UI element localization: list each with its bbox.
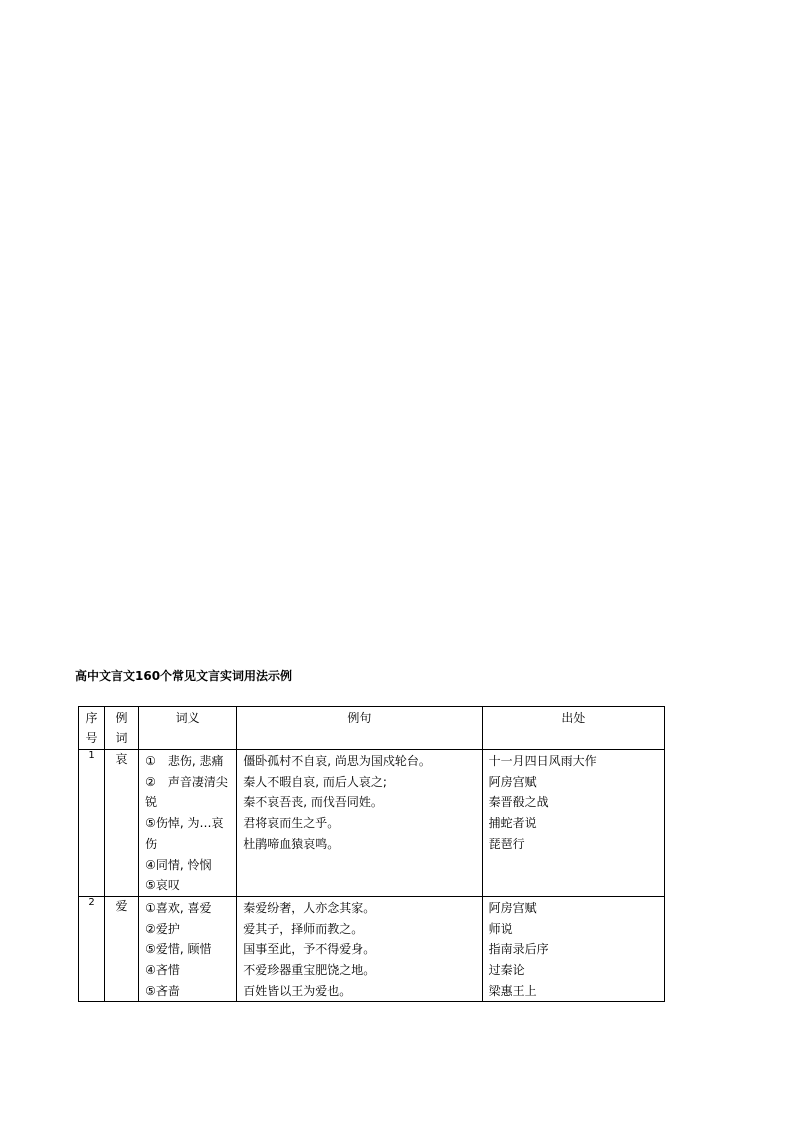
- row-number: 2: [79, 896, 105, 1002]
- example-item: 不爱珍器重宝肥饶之地。: [243, 963, 376, 978]
- row-number: 1: [79, 750, 105, 897]
- source-item: 指南录后序: [488, 942, 549, 957]
- example-item: 秦人不暇自哀, 而后人哀之;: [243, 774, 387, 789]
- source-item: 阿房宫赋: [488, 774, 537, 789]
- table-header-row: [79, 707, 665, 750]
- source-item: 师说: [488, 921, 513, 936]
- header-meaning: 词义: [139, 707, 237, 750]
- header-word: 例 词: [105, 707, 139, 750]
- source-item: 捕蛇者说: [488, 816, 537, 831]
- source-item: 过秦论: [488, 963, 525, 978]
- example-item: 秦爱纷奢，人亦念其家。: [243, 900, 376, 915]
- vocab-table: [78, 706, 665, 1002]
- source-item: 梁惠王上: [488, 983, 537, 998]
- example-item: 僵卧孤村不自哀, 尚思为国戍轮台。: [243, 754, 431, 768]
- table-row: [79, 896, 665, 1002]
- example-item: 君将哀而生之乎。: [243, 816, 340, 831]
- document-title: 高中文言文160个常见文言实词用法示例: [75, 669, 293, 683]
- meaning-item: ② 声音凄清尖锐: [145, 774, 228, 810]
- example-item: 国事至此，予不得爱身。: [243, 942, 376, 957]
- row-examples: [237, 750, 482, 897]
- meaning-item: ⑤哀叹: [145, 878, 180, 893]
- row-sources: [482, 750, 664, 897]
- meaning-item: ① 悲伤, 悲痛: [145, 754, 224, 768]
- example-item: 百姓皆以王为爱也。: [243, 983, 352, 998]
- example-item: 爱其子，择师而教之。: [243, 921, 364, 936]
- header-source: 出处: [482, 707, 664, 750]
- row-meanings: [139, 896, 237, 1002]
- example-item: 秦不哀吾丧, 而伐吾同姓。: [243, 795, 383, 810]
- meaning-item: ⑤爱惜, 顾惜: [145, 942, 212, 957]
- row-meanings: [139, 750, 237, 897]
- meaning-item: ⑤伤悼, 为…哀伤: [145, 816, 224, 851]
- header-number: 序 号: [79, 707, 105, 750]
- source-item: 阿房宫赋: [488, 900, 537, 915]
- row-word: 哀: [105, 750, 139, 897]
- source-item: 秦晋殽之战: [488, 795, 549, 810]
- header-example: 例句: [237, 707, 482, 750]
- meaning-item: ①喜欢, 喜爱: [145, 900, 212, 915]
- meaning-item: ②爱护: [145, 921, 180, 936]
- meaning-item: ④同情, 怜悯: [145, 857, 212, 872]
- meaning-item: ④吝惜: [145, 963, 180, 978]
- source-item: 琵琶行: [488, 836, 525, 851]
- source-item: 十一月四日风雨大作: [488, 754, 597, 768]
- row-sources: [482, 896, 664, 1002]
- row-examples: [237, 896, 482, 1002]
- table-row: [79, 750, 665, 897]
- row-word: 爱: [105, 896, 139, 1002]
- meaning-item: ⑤吝啬: [145, 983, 180, 998]
- example-item: 杜鹃啼血猿哀鸣。: [243, 836, 340, 851]
